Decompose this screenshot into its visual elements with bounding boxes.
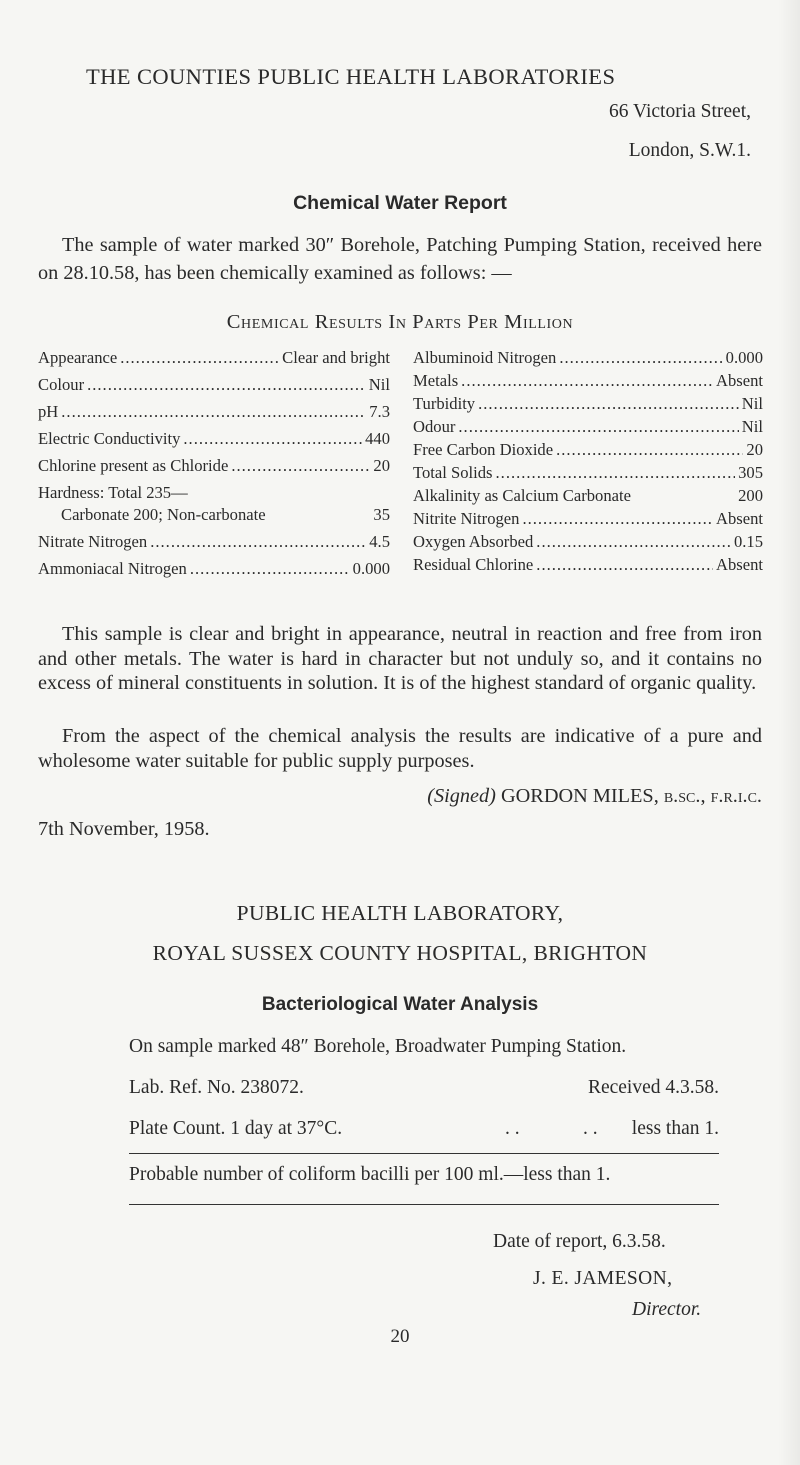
coliform-result: Probable number of coliform bacilli per 100 ml.—less than 1. (129, 1164, 611, 1185)
lab-name-heading: THE COUNTIES PUBLIC HEALTH LABORATORIES (86, 64, 616, 89)
hardness-breakdown (38, 504, 390, 526)
result-value: Absent (715, 509, 763, 528)
result-label: Nitrite Nitrogen (413, 509, 520, 528)
result-label: Turbidity (413, 394, 476, 413)
result-value: Nil (741, 417, 763, 436)
result-label: Alkalinity as Calcium Carbonate (413, 486, 631, 505)
result-label: Nitrate Nitrogen (38, 532, 148, 551)
result-label: Ammoniacal Nitrogen (38, 559, 187, 578)
result-label: Albuminoid Nitrogen (413, 348, 557, 367)
result-label: pH (38, 402, 59, 421)
signature-line (427, 785, 762, 808)
divider (129, 1204, 719, 1205)
result-value: 0.15 (733, 532, 763, 551)
result-row (38, 455, 390, 477)
bacteriological-report-title: Bacteriological Water Analysis (261, 994, 539, 1015)
plate-count-value: less than 1. (631, 1118, 719, 1139)
result-label: Residual Chlorine (413, 555, 534, 574)
result-value: 7.3 (369, 402, 390, 421)
signed-prefix: (Signed) (427, 785, 496, 807)
hardness-breakdown-value: 35 (373, 505, 390, 524)
result-row (413, 393, 763, 415)
result-label: Colour (38, 375, 85, 394)
hardness-breakdown-label: Carbonate 200; Non-carbonate (61, 505, 266, 524)
leader-dots: . . (583, 1118, 598, 1139)
hardness-total: Hardness: Total 235— (38, 483, 188, 502)
result-row (38, 401, 390, 423)
director-name: J. E. JAMESON, (533, 1268, 673, 1289)
plate-count-label: Plate Count. 1 day at 37°C. (129, 1118, 343, 1139)
result-label: Appearance (38, 348, 118, 367)
result-value: 200 (738, 486, 763, 505)
result-label: Chlorine present as Chloride (38, 456, 229, 475)
results-left-column (38, 347, 390, 585)
result-label: Total Solids (413, 463, 493, 482)
page-number: 20 (390, 1326, 410, 1347)
result-value: 0.000 (352, 559, 390, 578)
result-row (413, 462, 763, 484)
page-edge-shadow (778, 0, 800, 1465)
result-value: Nil (741, 394, 763, 413)
signatory-credentials: b.sc., f.r.i.c. (663, 785, 762, 807)
chemical-report-intro: The sample of water marked 30″ Borehole, Patching Pumping Station, received here on 28.10.58, has been chemically examined as follows: — (38, 234, 762, 284)
result-row (38, 347, 390, 369)
results-heading: Chemical Results In Parts Per Million (226, 311, 574, 333)
plate-count-line (129, 1118, 719, 1140)
result-row (38, 374, 390, 396)
lab-ref: Lab. Ref. No. 238072. (129, 1077, 304, 1098)
result-row (38, 428, 390, 450)
result-row (413, 485, 763, 507)
chemical-report-date: 7th November, 1958. (38, 818, 210, 840)
result-value: Absent (715, 371, 763, 390)
chemical-report-title: Chemical Water Report (293, 192, 507, 214)
result-row (38, 558, 390, 580)
result-value: 440 (365, 429, 390, 448)
result-row (413, 554, 763, 576)
result-row (413, 508, 763, 530)
result-label: Electric Conductivity (38, 429, 181, 448)
leader-dots: . . (505, 1118, 520, 1139)
result-value: Nil (368, 375, 390, 394)
bact-lab-name: PUBLIC HEALTH LABORATORY, (236, 901, 564, 925)
result-value: Absent (715, 555, 763, 574)
result-row (413, 439, 763, 461)
result-label: Odour (413, 417, 456, 436)
director-title: Director. (632, 1299, 702, 1320)
result-label: Oxygen Absorbed (413, 532, 534, 551)
assessment-paragraph: This sample is clear and bright in appearance, neutral in reaction and free from iron and other metals. The water is hard in character but not unduly so, and it contains no excess of mineral constituents in solution. It is of the highest standard of organic quality. (38, 623, 762, 695)
address-line-1: 66 Victoria Street, (609, 101, 751, 122)
address-line-2: London, S.W.1. (628, 140, 751, 161)
signatory-name: GORDON MILES, (501, 785, 659, 807)
result-row (413, 531, 763, 553)
result-row (413, 347, 763, 369)
result-row (413, 370, 763, 392)
result-label: Metals (413, 371, 459, 390)
result-row (38, 531, 390, 553)
result-row (413, 416, 763, 438)
result-value: 305 (738, 463, 763, 482)
bact-lab-location: ROYAL SUSSEX COUNTY HOSPITAL, BRIGHTON (152, 941, 648, 965)
sample-line: On sample marked 48″ Borehole, Broadwater Pumping Station. (129, 1036, 627, 1057)
received-date: Received 4.3.58. (587, 1077, 719, 1098)
result-value: 20 (746, 440, 763, 459)
result-value: 4.5 (369, 532, 390, 551)
result-value: 20 (373, 456, 390, 475)
report-date: Date of report, 6.3.58. (493, 1231, 666, 1252)
result-label: Free Carbon Dioxide (413, 440, 554, 459)
lab-ref-line (129, 1077, 719, 1099)
divider (129, 1153, 719, 1154)
conclusion-paragraph: From the aspect of the chemical analysis the results are indicative of a pure and wholesome water suitable for public supply purposes. (38, 725, 762, 772)
results-right-column (413, 347, 763, 577)
result-value: 0.000 (725, 348, 763, 367)
result-value: Clear and bright (282, 348, 390, 367)
